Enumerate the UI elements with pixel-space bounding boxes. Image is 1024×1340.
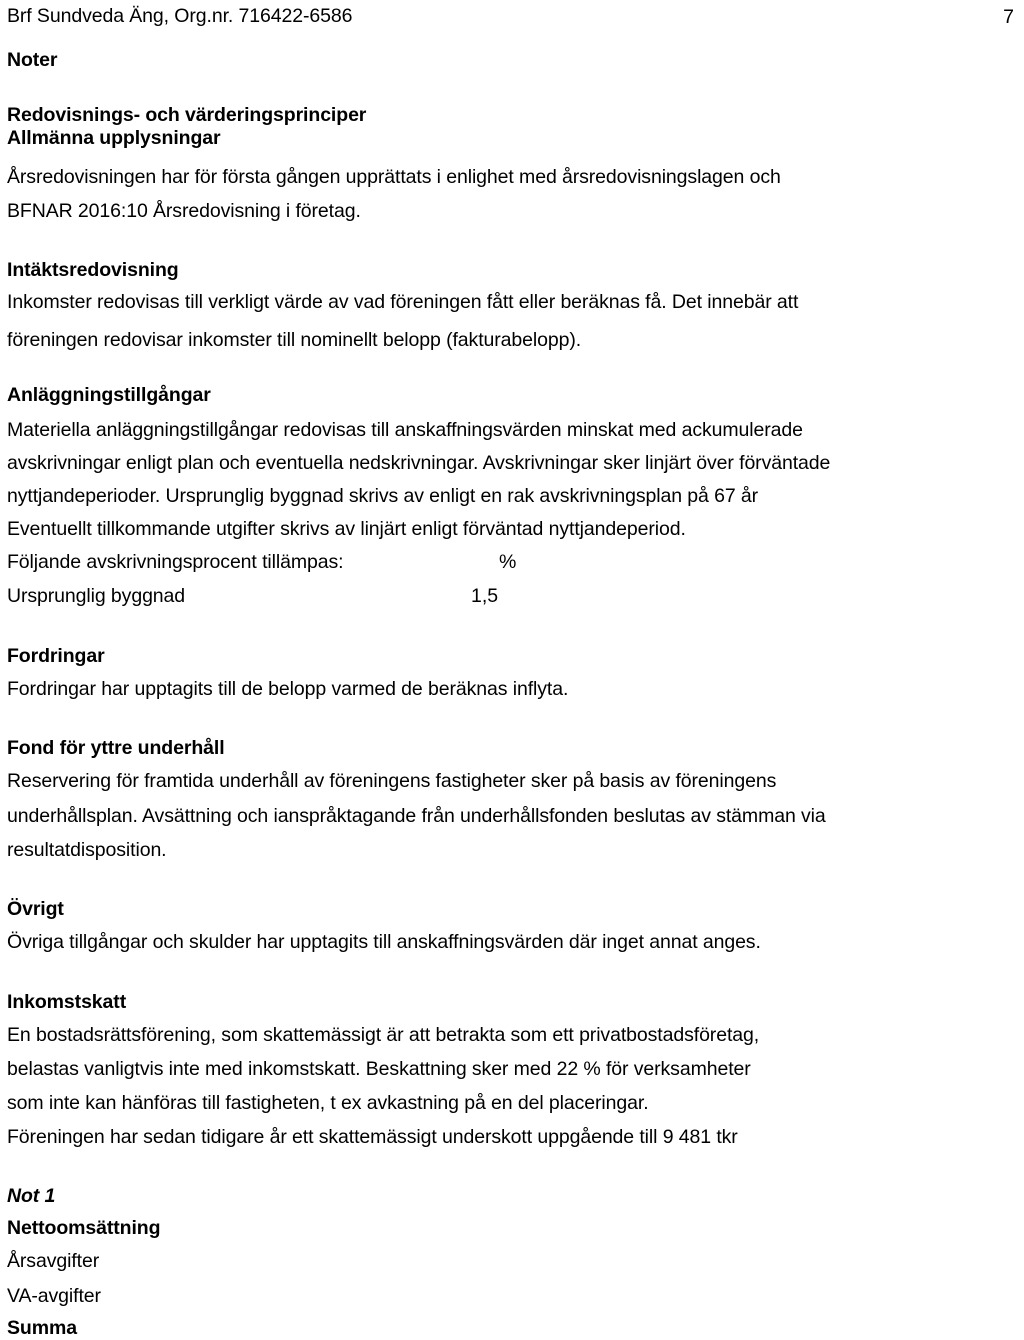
revenue-line-1: Inkomster redovisas till verkligt värde av vad föreningen fått eller beräknas få. Det innebär att: [7, 291, 799, 313]
fixed-assets-line-2: avskrivningar enligt plan och eventuella nedskrivningar. Avskrivningar sker linjärt över förväntade: [7, 452, 831, 474]
receivables-heading: Fordringar: [7, 645, 105, 667]
fixed-assets-heading: Anläggningstillgångar: [7, 384, 211, 406]
general-line-2: BFNAR 2016:10 Årsredovisning i företag.: [7, 200, 361, 222]
note-1-row-water-fees: VA-avgifter: [7, 1285, 101, 1307]
fixed-assets-line-4: Eventuellt tillkommande utgifter skrivs av linjärt enligt förväntad nyttjandeperiod.: [7, 518, 686, 540]
depreciation-rates-label: Följande avskrivningsprocent tillämpas:: [7, 551, 344, 573]
note-1-row-annual-fees: Årsavgifter: [7, 1250, 100, 1272]
income-tax-line-2: belastas vanligtvis inte med inkomstskatt. Beskattning sker med 22 % för verksamheter: [7, 1058, 751, 1080]
section-title: Noter: [7, 49, 58, 71]
maintenance-fund-heading: Fond för yttre underhåll: [7, 737, 225, 759]
revenue-heading: Intäktsredovisning: [7, 259, 179, 281]
depreciation-rates-unit: %: [499, 551, 517, 573]
income-tax-line-4: Föreningen har sedan tidigare år ett skattemässigt underskott uppgående till 9 481 tkr: [7, 1126, 738, 1148]
page-number: 7: [1003, 6, 1014, 28]
building-rate: 1,5: [471, 585, 499, 607]
income-tax-line-3: som inte kan hänföras till fastigheten, t ex avkastning på en del placeringar.: [7, 1092, 649, 1114]
building-label: Ursprunglig byggnad: [7, 585, 186, 607]
note-1-heading: Nettoomsättning: [7, 1217, 161, 1239]
general-line-1: Årsredovisningen har för första gången upprättats i enlighet med årsredovisningslagen och: [7, 166, 781, 188]
maintenance-fund-line-1: Reservering för framtida underhåll av föreningens fastigheter sker på basis av föreningens: [7, 770, 777, 792]
receivables-line-1: Fordringar har upptagits till de belopp varmed de beräknas inflyta.: [7, 678, 569, 700]
note-1-total: Summa: [7, 1317, 77, 1339]
org-header: Brf Sundveda Äng, Org.nr. 716422-6586: [7, 5, 353, 27]
other-heading: Övrigt: [7, 898, 64, 920]
fixed-assets-line-3: nyttjandeperioder. Ursprunglig byggnad skrivs av enligt en rak avskrivningsplan på 67 år: [7, 485, 759, 507]
income-tax-heading: Inkomstskatt: [7, 991, 127, 1013]
fixed-assets-line-1: Materiella anläggningstillgångar redovisas till anskaffningsvärden minskat med ackumulerade: [7, 419, 803, 441]
other-line-1: Övriga tillgångar och skulder har upptagits till anskaffningsvärden där inget annat anges.: [7, 931, 761, 953]
general-heading: Allmänna upplysningar: [7, 127, 221, 149]
note-1-label: Not 1: [7, 1185, 56, 1207]
maintenance-fund-line-2: underhållsplan. Avsättning och ianspråktagande från underhållsfonden beslutas av stämman via: [7, 805, 826, 827]
revenue-line-2: föreningen redovisar inkomster till nominellt belopp (fakturabelopp).: [7, 329, 582, 351]
income-tax-line-1: En bostadsrättsförening, som skattemässigt är att betrakta som ett privatbostadsföretag,: [7, 1024, 760, 1046]
principles-heading: Redovisnings- och värderingsprinciper: [7, 104, 367, 126]
maintenance-fund-line-3: resultatdisposition.: [7, 839, 167, 861]
